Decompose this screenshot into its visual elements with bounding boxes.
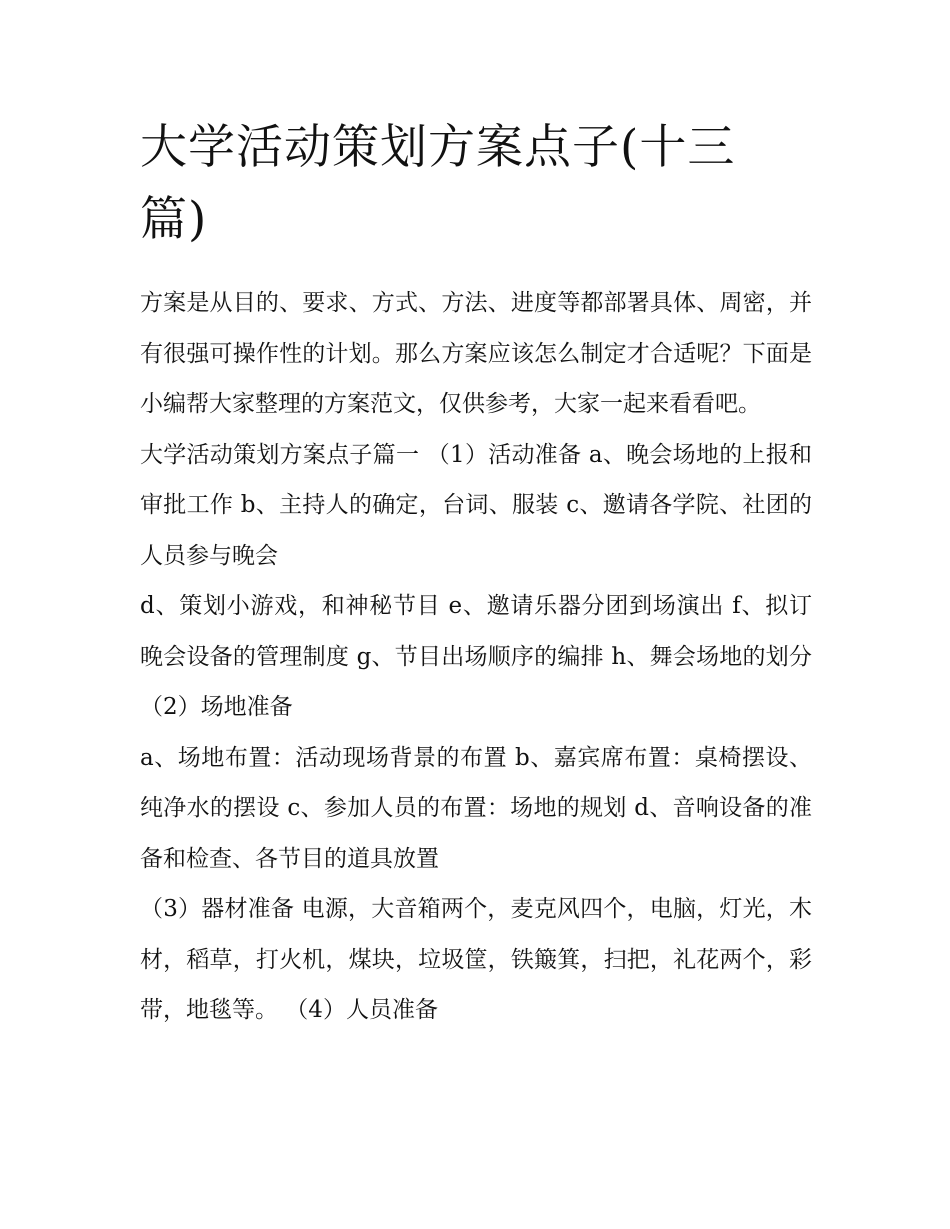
equipment-prep-paragraph: （3）器材准备 电源，大音箱两个，麦克风四个，电脑，灯光，木材，稻草，打火机，煤块，垃圾筐，铁簸箕，扫把，礼花两个，彩带，地毯等。 （4）人员准备 <box>140 896 812 1023</box>
activity-prep-items: d、策划小游戏，和神秘节目 e、邀请乐器分团到场演出 f、拟订晚会设备的管理制度 g、节目出场顺序的编排 h、舞会场地的划分 （2）场地准备 <box>140 593 812 720</box>
venue-prep-items: a、场地布置：活动现场背景的布置 b、嘉宾席布置：桌椅摆设、纯净水的摆设 c、参加人员的布置：场地的规划 d、音响设备的准备和检查、各节目的道具放置 <box>140 744 812 872</box>
document-body <box>140 278 812 1036</box>
section-one-activity-prep: 大学活动策划方案点子篇一 （1）活动准备 a、晚会场地的上报和审批工作 b、主持人的确定，台词、服装 c、邀请各学院、社团的人员参与晚会 <box>140 441 812 569</box>
intro-paragraph: 方案是从目的、要求、方式、方法、进度等都部署具体、周密，并有很强可操作性的计划。那么方案应该怎么制定才合适呢？下面是小编帮大家整理的方案范文，仅供参考，大家一起来看看吧。 <box>140 290 812 417</box>
document-page <box>140 112 812 1036</box>
document-title: 大学活动策划方案点子(十三篇) <box>140 120 736 247</box>
